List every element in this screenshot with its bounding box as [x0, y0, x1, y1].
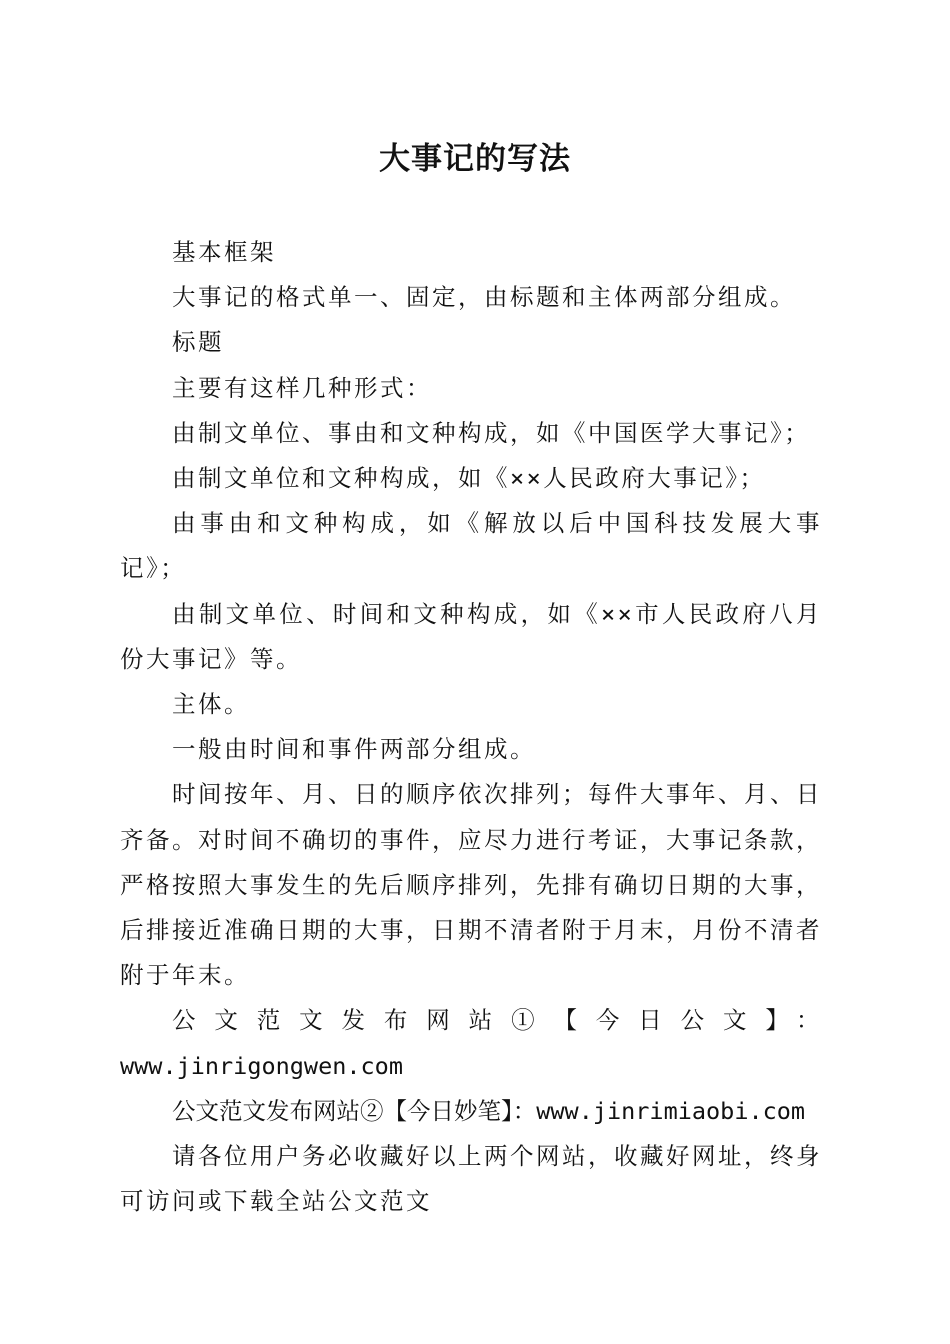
paragraph-basic-frame: 基本框架 [172, 238, 276, 266]
paragraph-form-4: 由制文单位、时间和文种构成，如《××市人民政府八月份大事记》等。 [120, 599, 822, 673]
paragraph-site-1-url: www.jinrigongwen.com [120, 1051, 403, 1080]
paragraph-form-2: 由制文单位和文种构成，如《××人民政府大事记》； [172, 464, 766, 493]
document-title: 大事记的写法 [379, 141, 571, 177]
paragraph-heading-body: 主体。 [172, 690, 250, 719]
paragraph-forms-intro: 主要有这样几种形式： [172, 373, 432, 402]
paragraph-form-3: 由事由和文种构成，如《解放以后中国科技发展大事记》； [120, 509, 822, 583]
paragraph-body-intro: 一般由时间和事件两部分组成。 [172, 735, 536, 764]
paragraph-site-1: 公文范文发布网站①【今日公文】： [172, 1006, 822, 1035]
paragraph-form-1: 由制文单位、事由和文种构成，如《中国医学大事记》； [172, 418, 811, 447]
paragraph-bookmark-notice: 请各位用户务必收藏好以上两个网站，收藏好网址，终身可访问或下载全站公文范文 [120, 1142, 822, 1216]
paragraph-heading-title: 标题 [172, 328, 224, 357]
document-body [120, 230, 822, 1224]
paragraph-site-2: 公文范文发布网站②【今日妙笔】：www.jinrimiaobi.com [172, 1096, 806, 1125]
paragraph-time-rules: 时间按年、月、日的顺序依次排列；每件大事年、月、日齐备。对时间不确切的事件，应尽力进行考证，大事记条款，严格按照大事发生的先后顺序排列，先排有确切日期的大事，后排接近准确日期的大事，日期不清者附于月末，月份不清者附于年末。 [120, 780, 822, 990]
paragraph-format-intro: 大事记的格式单一、固定，由标题和主体两部分组成。 [172, 283, 796, 312]
